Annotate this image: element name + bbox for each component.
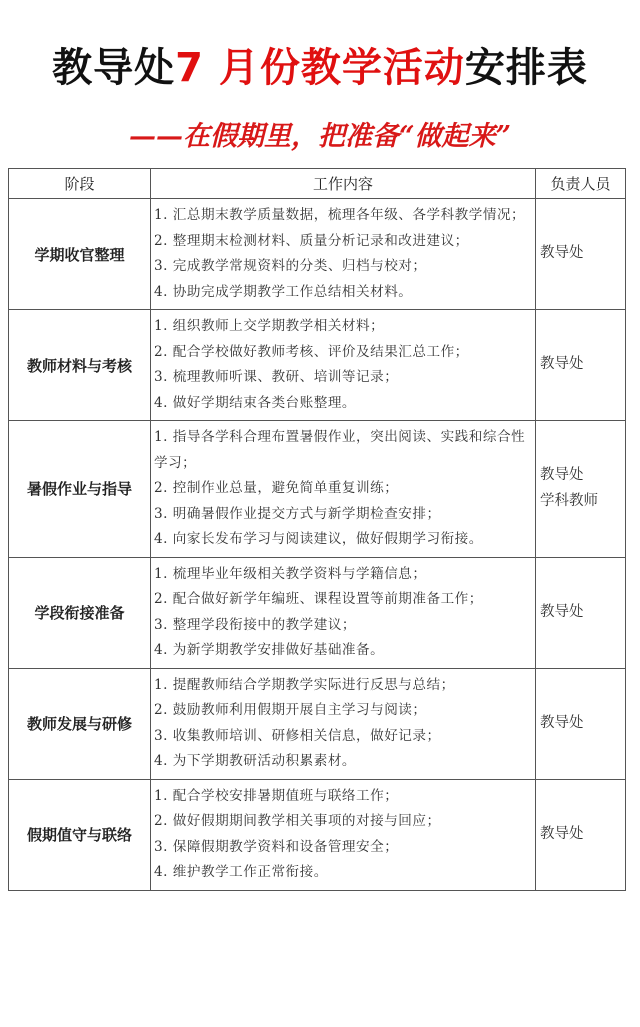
owner-cell	[536, 199, 626, 310]
content-item: 2. 整理期末检测材料、质量分析记录和改进建议；	[154, 232, 469, 249]
stage-cell: 假期值守与联络	[9, 779, 151, 890]
content-item: 1. 组织教师上交学期教学相关材料；	[154, 318, 385, 334]
owner-name: 学科教师	[540, 492, 598, 509]
content-item: 3. 梳理教师听课、教研、培训等记录；	[154, 369, 399, 385]
content-cell	[151, 779, 536, 890]
stage-cell: 学期收官整理	[9, 199, 151, 310]
content-item: 2. 配合学校做好教师考核、评价及结果汇总工作；	[154, 343, 469, 360]
schedule-table	[8, 168, 626, 891]
content-cell	[151, 557, 536, 668]
content-item: 1. 梳理毕业年级相关教学资料与学籍信息；	[154, 565, 427, 582]
table-row	[9, 557, 626, 668]
content-item: 4. 为新学期教学安排做好基础准备。	[154, 642, 385, 658]
content-item: 4. 为下学期教研活动积累素材。	[154, 753, 357, 769]
title-part2: 安排表	[464, 45, 588, 91]
table-row	[9, 199, 626, 310]
title-part1: 教导处	[52, 45, 176, 91]
owner-cell	[536, 310, 626, 421]
table-row	[9, 779, 626, 890]
content-item: 3. 收集教师培训、研修相关信息，做好记录；	[154, 727, 441, 744]
content-item: 2. 做好假期期间教学相关事项的对接与回应；	[154, 813, 441, 829]
content-item: 2. 鼓励教师利用假期开展自主学习与阅读；	[154, 702, 427, 718]
stage-cell: 教师发展与研修	[9, 668, 151, 779]
owner-name: 教导处	[540, 245, 584, 262]
header-owner: 负责人员	[536, 169, 626, 199]
owner-name: 教导处	[540, 825, 584, 842]
content-item: 3. 明确暑假作业提交方式与新学期检查安排；	[154, 505, 441, 522]
page-subtitle: ——在假期里，把准备“做起来”	[128, 121, 512, 152]
content-item: 3. 完成教学常规资料的分类、归档与校对；	[154, 258, 427, 274]
content-item: 1. 汇总期末教学质量数据，梳理各年级、各学科教学情况；	[154, 207, 526, 223]
content-cell	[151, 310, 536, 421]
content-item: 2. 控制作业总量，避免简单重复训练；	[154, 480, 399, 496]
content-item: 4. 做好学期结束各类台账整理。	[154, 394, 357, 411]
header-content: 工作内容	[151, 169, 536, 199]
content-item: 3. 保障假期教学资料和设备管理安全；	[154, 838, 399, 855]
table-header-row	[9, 169, 626, 199]
content-item: 1. 指导各学科合理布置暑假作业，突出阅读、实践和综合性学习；	[154, 429, 526, 471]
owner-cell	[536, 668, 626, 779]
stage-cell: 暑假作业与指导	[9, 421, 151, 558]
header-stage: 阶段	[9, 169, 151, 199]
stage-cell: 学段衔接准备	[9, 557, 151, 668]
table-row	[9, 421, 626, 558]
content-item: 1. 配合学校安排暑期值班与联络工作；	[154, 787, 399, 804]
content-item: 2. 配合做好新学年编班、课程设置等前期准备工作；	[154, 591, 483, 607]
content-item: 4. 维护教学工作正常衔接。	[154, 864, 328, 880]
owner-cell	[536, 557, 626, 668]
content-item: 4. 协助完成学期教学工作总结相关材料。	[154, 283, 413, 300]
content-item: 3. 整理学段衔接中的教学建议；	[154, 616, 357, 633]
owner-name: 教导处	[540, 603, 584, 620]
owner-name: 教导处	[540, 714, 584, 731]
table-row	[9, 668, 626, 779]
content-cell	[151, 668, 536, 779]
owner-name: 教导处	[540, 356, 584, 373]
content-cell	[151, 421, 536, 558]
table-row	[9, 310, 626, 421]
owner-name: 教导处	[540, 467, 584, 484]
owner-cell	[536, 421, 626, 558]
owner-cell	[536, 779, 626, 890]
title-highlight: 7 月份教学活动	[175, 45, 465, 91]
stage-cell: 教师材料与考核	[9, 310, 151, 421]
page-title	[0, 36, 640, 93]
content-item: 1. 提醒教师结合学期教学实际进行反思与总结；	[154, 676, 455, 693]
content-cell	[151, 199, 536, 310]
content-item: 4. 向家长发布学习与阅读建议，做好假期学习衔接。	[154, 531, 483, 547]
